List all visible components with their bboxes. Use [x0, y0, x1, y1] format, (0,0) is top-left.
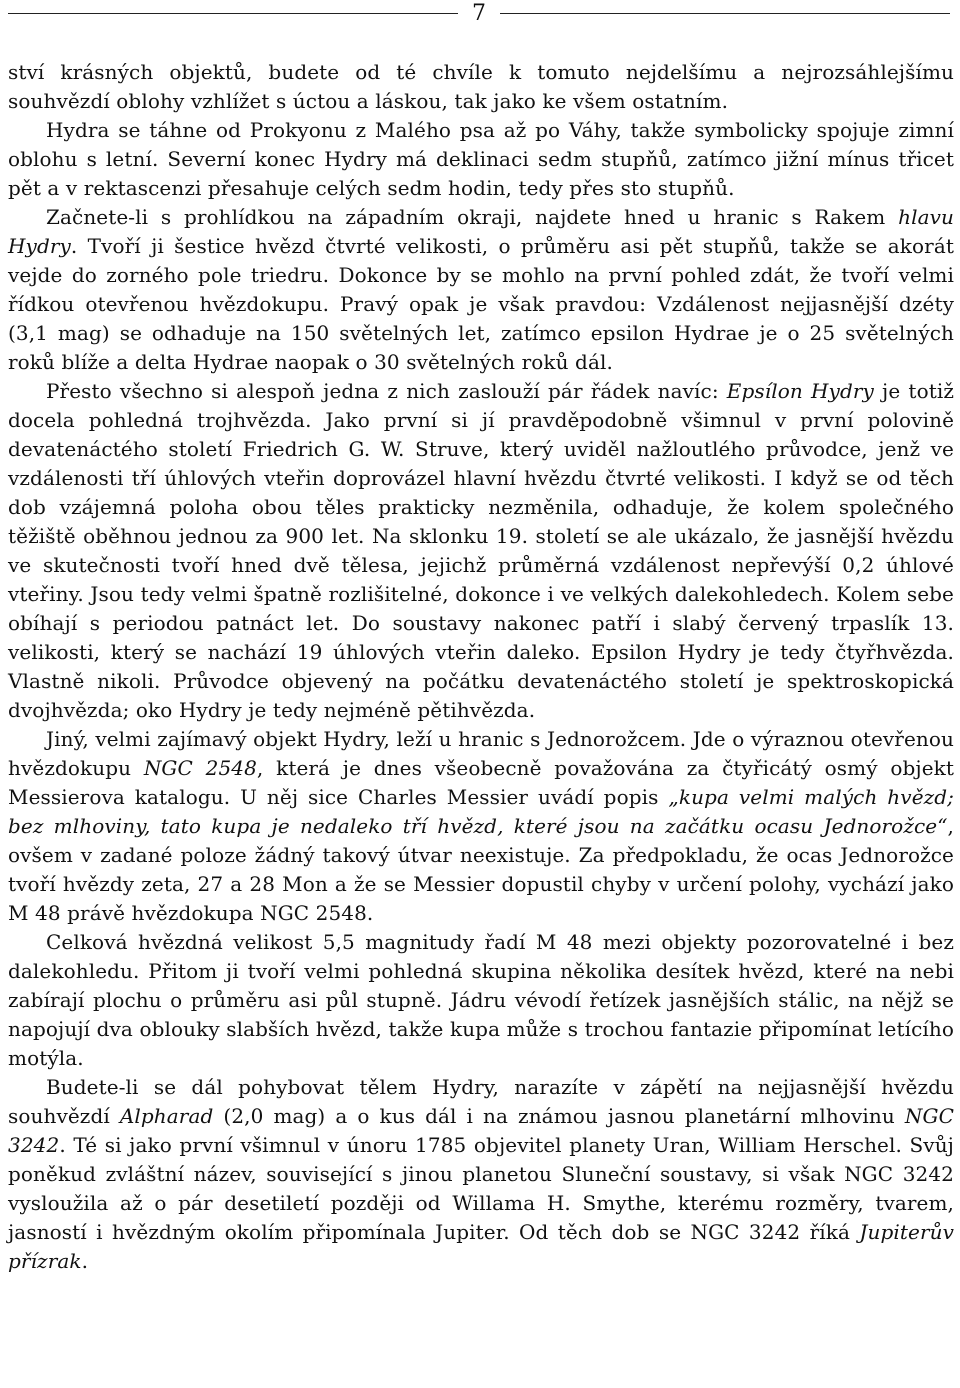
text-run: Hydra se táhne od Prokyonu z Malého psa až po Váhy, takže symbolicky spojuje zimní oblohu s letní. Severní konec Hydry má deklinaci sedm stupňů, zatímco jižní mínus třicet pět a v rektascenzi přesahuje celých sedm hodin, tedy přes sto stupňů.: [8, 118, 954, 200]
text-run: Jiný, velmi zajímavý objekt Hydry, leží u hranic s Jednorožcem. Jde o výraznou otevřenou hvězdokupu: [8, 727, 954, 780]
paragraph: [8, 725, 954, 928]
italic-text-run: NGC 2548: [143, 756, 257, 780]
page-header: [0, 0, 960, 30]
text-run: , která je dnes všeobecně považována za čtyřicátý osmý objekt Messierova katalogu. U něj sice Charles Messier uvádí popis: [8, 756, 954, 809]
text-run: Celková hvězdná velikost 5,5 magnitudy řadí M 48 mezi objekty pozorovatelné i bez dalekohledu. Přitom ji tvoří velmi pohledná skupina několika desítek hvězd, které na nebi zabírají plochu o průměru asi půl stupně. Jádru vévodí řetízek jasnějších stálic, na nějž se napojují dva oblouky slabších hvězd, takže kupa může s trochou fantazie připomínat letícího motýla.: [8, 930, 954, 1070]
text-run: Začnete-li s prohlídkou na západním okraji, najdete hned u hranic s Rakem: [46, 205, 899, 229]
text-run: . Té si jako první všimnul v únoru 1785 objevitel planety Uran, William Herschel. Svůj poněkud zvláštní název, související s jinou planetou Sluneční soustavy, si však NGC 3242 vysloužila až o pár desetiletí později od Willama H. Smythe, kterému rozměry, tvarem, jasností i hvězdným okolím připomínala Jupiter. Od těch dob se NGC 3242 říká: [8, 1133, 954, 1244]
paragraph: [8, 1073, 954, 1276]
italic-text-run: Jupiterův přízrak: [8, 1220, 954, 1273]
paragraph: [8, 377, 954, 725]
text-run: je totiž docela pohledná trojhvězda. Jako první si jí pravděpodobně všimnul v první polovině devatenáctého století Friedrich G. W. Struve, který uviděl nažloutlého průvodce, jenž ve vzdálenosti tří úhlových vteřin doprovázel hlavní hvězdu čtvrté velikosti. I když se od těch dob vzájemná poloha obou těles prakticky nezměnila, odhaduje, že kolem společného těžiště oběhnou jednou za 900 let. Na sklonku 19. století se ale ukázalo, že jasnější hvězdu ve skutečnosti tvoří hned dvě tělesa, jejichž průměrná vzdálenost nepřevýší 0,2 úhlové vteřiny. Jsou tedy velmi špatně rozlišitelné, dokonce i ve velkých dalekohledech. Kolem sebe obíhají s periodou patnáct let. Do soustavy nakonec patří i slabý červený trpaslík 13. velikosti, který se nachází 19 úhlových vteřin daleko. Epsilon Hydry je tedy čtyřhvězda. Vlastně nikoli. Průvodce objevený na počátku devatenáctého století je spektroskopická dvojhvězda; oko Hydry je tedy nejméně pětihvězda.: [8, 379, 954, 722]
page-number: 7: [458, 0, 500, 28]
document-body: [8, 58, 954, 1276]
text-run: ství krásných objektů, budete od té chvíle k tomuto nejdelšímu a nejrozsáhlejšímu souhvězdí oblohy vzhlížet s úctou a láskou, tak jako ke všem ostatním.: [8, 60, 954, 113]
italic-text-run: Epsílon Hydry: [726, 379, 874, 403]
header-rule-left: [8, 13, 458, 14]
italic-text-run: hlavu Hydry: [8, 205, 954, 258]
text-run: . Tvoří ji šestice hvězd čtvrté velikosti, o průměru asi pět stupňů, takže se akorát vejde do zorného pole triedru. Dokonce by se mohlo na první pohled zdát, že tvoří velmi řídkou otevřenou hvězdokupu. Pravý opak je však pravdou: Vzdálenost nejjasnější dzéty (3,1 mag) se odhaduje na 150 světelných let, zatímco epsilon Hydrae je o 25 světelných roků blíže a delta Hydrae naopak o 30 světelných roků dál.: [8, 234, 954, 374]
text-run: , ovšem v zadané poloze žádný takový útvar neexistuje. Za předpokladu, že ocas Jednorožce tvoří hvězdy zeta, 27 a 28 Mon a že se Messier dopustil chyby v určení polohy, vychází jako M 48 právě hvězdokupa NGC 2548.: [8, 814, 954, 925]
paragraph: [8, 58, 954, 116]
header-rule-right: [500, 13, 950, 14]
text-run: Přesto všechno si alespoň jedna z nich zaslouží pár řádek navíc:: [46, 379, 727, 403]
italic-text-run: Alpharad: [119, 1104, 214, 1128]
text-run: .: [81, 1249, 89, 1273]
text-run: Budete-li se dál pohybovat tělem Hydry, narazíte v zápětí na nejjasnější hvězdu souhvězdí: [8, 1075, 954, 1128]
italic-text-run: „kupa velmi malých hvězd; bez mlhoviny, tato kupa je nedaleko tří hvězd, které jsou na začátku ocasu Jednorožce“: [8, 785, 955, 838]
paragraph: [8, 928, 954, 1073]
paragraph: [8, 116, 954, 203]
paragraph: [8, 203, 954, 377]
text-run: (2,0 mag) a o kus dál i na známou jasnou planetární mlhovinu: [213, 1104, 905, 1128]
italic-text-run: NGC 3242: [8, 1104, 954, 1157]
